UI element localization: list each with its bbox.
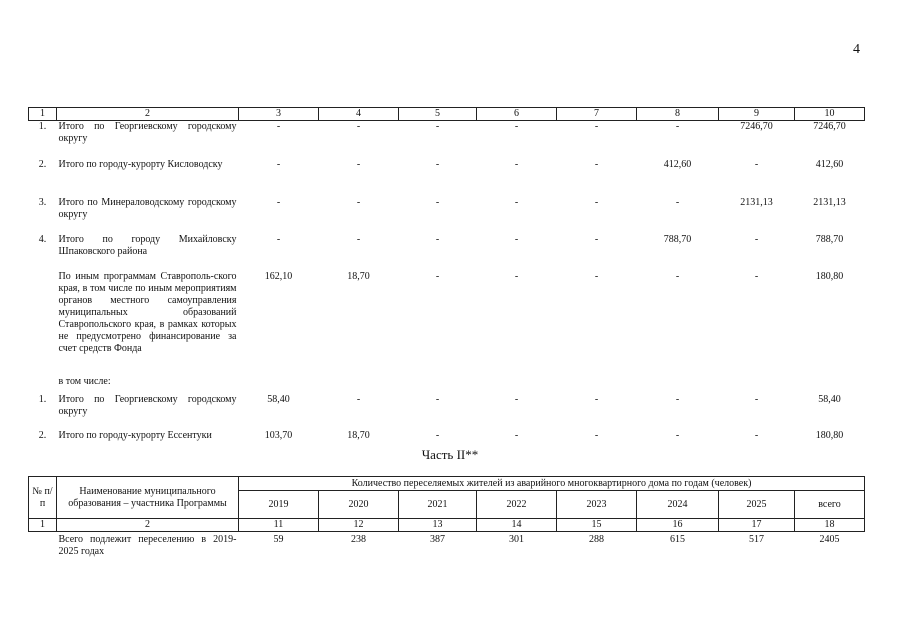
table-row xyxy=(29,121,865,159)
value-cell: 58,40 xyxy=(818,393,841,405)
value-cell: 59 xyxy=(273,534,284,545)
value-cell: 615 xyxy=(670,534,685,545)
value-cell xyxy=(557,376,637,394)
value-cell: - xyxy=(276,233,281,245)
value-cell: - xyxy=(675,121,680,132)
column-number-cell: 13 xyxy=(399,519,477,532)
value-cell: - xyxy=(594,158,599,170)
value-cell: 412,60 xyxy=(815,158,844,170)
column-number-cell: 1 xyxy=(29,519,57,532)
value-cell: - xyxy=(514,121,519,132)
year-header: 2020 xyxy=(319,491,399,519)
year-header: 2019 xyxy=(239,491,319,519)
column-number-cell: 11 xyxy=(239,519,319,532)
column-number-cell: 6 xyxy=(477,108,557,121)
value-cell: 301 xyxy=(509,534,524,545)
value-cell xyxy=(795,376,865,394)
value-cell: - xyxy=(276,121,281,132)
year-header: 2025 xyxy=(719,491,795,519)
value-cell: - xyxy=(675,196,680,208)
value-cell: - xyxy=(514,196,519,208)
value-cell: 7246,70 xyxy=(813,121,846,132)
value-cell: - xyxy=(435,393,440,405)
year-header: 2023 xyxy=(557,491,637,519)
value-cell: - xyxy=(435,196,440,208)
value-cell: 412,60 xyxy=(663,158,692,170)
column-number-cell: 9 xyxy=(719,108,795,121)
row-number xyxy=(29,376,57,394)
value-cell: 2131,13 xyxy=(740,196,773,208)
value-cell: 517 xyxy=(749,534,764,545)
value-cell xyxy=(319,376,399,394)
value-cell: 288 xyxy=(589,534,604,545)
value-cell: - xyxy=(435,121,440,132)
municipality-name: Итого по Георгиевскому городскому округу xyxy=(58,393,237,417)
value-cell: 7246,70 xyxy=(740,121,773,132)
row-number xyxy=(29,532,57,559)
resettled-residents-table xyxy=(28,476,865,558)
table-row xyxy=(29,271,865,376)
municipality-name: Итого по городу-курорту Кисловодску xyxy=(58,158,223,170)
row-number: 4. xyxy=(38,233,47,245)
value-cell: - xyxy=(754,158,759,170)
row-number: 1. xyxy=(38,393,47,405)
value-cell: 788,70 xyxy=(663,233,692,245)
value-cell: 180,80 xyxy=(815,429,844,441)
year-header: 2021 xyxy=(399,491,477,519)
column-number-cell: 14 xyxy=(477,519,557,532)
column-number-cell: 12 xyxy=(319,519,399,532)
row-number: 3. xyxy=(38,196,47,208)
column-number-cell: 17 xyxy=(719,519,795,532)
value-cell: - xyxy=(594,196,599,208)
total-row xyxy=(29,532,865,559)
value-cell: - xyxy=(514,429,519,441)
value-cell: - xyxy=(754,270,759,282)
column-number-row xyxy=(29,108,865,121)
value-cell xyxy=(477,376,557,394)
row-number: 2. xyxy=(38,158,47,170)
table-row xyxy=(29,234,865,271)
column-number-cell: 2 xyxy=(57,108,239,121)
value-cell: - xyxy=(356,196,361,208)
municipality-name: По иным программам Ставрополь-ского края, в том числе по иным мероприятиям органов местного самоуправления муниципальных образований Ставропольского края, в рамках которых не предусмотрено финансирование за счет средств Фонда xyxy=(58,270,237,354)
value-cell: 18,70 xyxy=(347,270,370,282)
value-cell: - xyxy=(276,196,281,208)
total-label: Всего подлежит переселению в 2019-2025 годах xyxy=(58,534,237,557)
row-number: 1. xyxy=(38,121,47,132)
value-cell: - xyxy=(754,429,759,441)
table-row xyxy=(29,376,865,394)
value-cell: 2405 xyxy=(819,534,840,545)
value-cell: - xyxy=(514,233,519,245)
value-cell xyxy=(239,376,319,394)
value-cell: - xyxy=(435,270,440,282)
column-number-row xyxy=(29,519,865,532)
value-cell: - xyxy=(594,121,599,132)
value-cell: 2131,13 xyxy=(813,196,846,208)
value-cell: - xyxy=(356,121,361,132)
municipality-name: в том числе: xyxy=(58,375,111,387)
total-header: всего xyxy=(795,491,865,519)
column-number-cell: 10 xyxy=(795,108,865,121)
column-number-cell: 3 xyxy=(239,108,319,121)
years-group-header: Количество переселяемых жителей из аварийного многоквартирного дома по годам (человек) xyxy=(239,477,865,491)
value-cell: 58,40 xyxy=(267,393,290,405)
value-cell: - xyxy=(435,158,440,170)
value-cell: 18,70 xyxy=(347,429,370,441)
table-row xyxy=(29,394,865,430)
municipality-name: Итого по Георгиевскому городскому округу xyxy=(58,121,237,144)
value-cell: - xyxy=(435,429,440,441)
row-number xyxy=(29,271,57,376)
value-cell: - xyxy=(675,429,680,441)
value-cell: - xyxy=(435,233,440,245)
value-cell: - xyxy=(594,270,599,282)
value-cell xyxy=(399,376,477,394)
column-number-cell: 16 xyxy=(637,519,719,532)
value-cell: - xyxy=(675,270,680,282)
year-header: 2022 xyxy=(477,491,557,519)
value-cell: 788,70 xyxy=(815,233,844,245)
value-cell: - xyxy=(356,158,361,170)
column-number-cell: 1 xyxy=(29,108,57,121)
value-cell: 103,70 xyxy=(264,429,293,441)
year-header: 2024 xyxy=(637,491,719,519)
value-cell: 387 xyxy=(430,534,445,545)
table-row xyxy=(29,197,865,234)
value-cell: - xyxy=(594,429,599,441)
value-cell: - xyxy=(675,393,680,405)
municipality-name: Итого по Минераловодскому городскому округу xyxy=(58,196,237,220)
value-cell: 238 xyxy=(351,534,366,545)
value-cell: - xyxy=(514,270,519,282)
value-cell: - xyxy=(594,393,599,405)
column-number-cell: 8 xyxy=(637,108,719,121)
value-cell xyxy=(719,376,795,394)
resettlement-area-table xyxy=(28,107,865,456)
number-column-header: № п/п xyxy=(29,477,57,519)
value-cell: - xyxy=(594,233,599,245)
column-number-cell: 5 xyxy=(399,108,477,121)
value-cell: - xyxy=(514,393,519,405)
value-cell: - xyxy=(356,393,361,405)
page-number: 4 xyxy=(853,42,860,57)
municipality-name: Итого по городу Михайловску Шпаковского района xyxy=(58,233,237,257)
name-column-header: Наименование муниципального образования – участника Программы xyxy=(57,477,239,519)
column-number-cell: 2 xyxy=(57,519,239,532)
column-number-cell: 18 xyxy=(795,519,865,532)
column-number-cell: 7 xyxy=(557,108,637,121)
column-number-cell: 15 xyxy=(557,519,637,532)
table-row xyxy=(29,159,865,197)
part-two-title: Часть II** xyxy=(421,447,479,462)
value-cell: 162,10 xyxy=(264,270,293,282)
value-cell: - xyxy=(754,393,759,405)
column-number-cell: 4 xyxy=(319,108,399,121)
value-cell: - xyxy=(514,158,519,170)
row-number: 2. xyxy=(38,429,47,441)
value-cell: - xyxy=(754,233,759,245)
value-cell xyxy=(637,376,719,394)
value-cell: - xyxy=(276,158,281,170)
municipality-name: Итого по городу-курорту Ессентуки xyxy=(58,429,212,441)
value-cell: - xyxy=(356,233,361,245)
value-cell: 180,80 xyxy=(815,270,844,282)
